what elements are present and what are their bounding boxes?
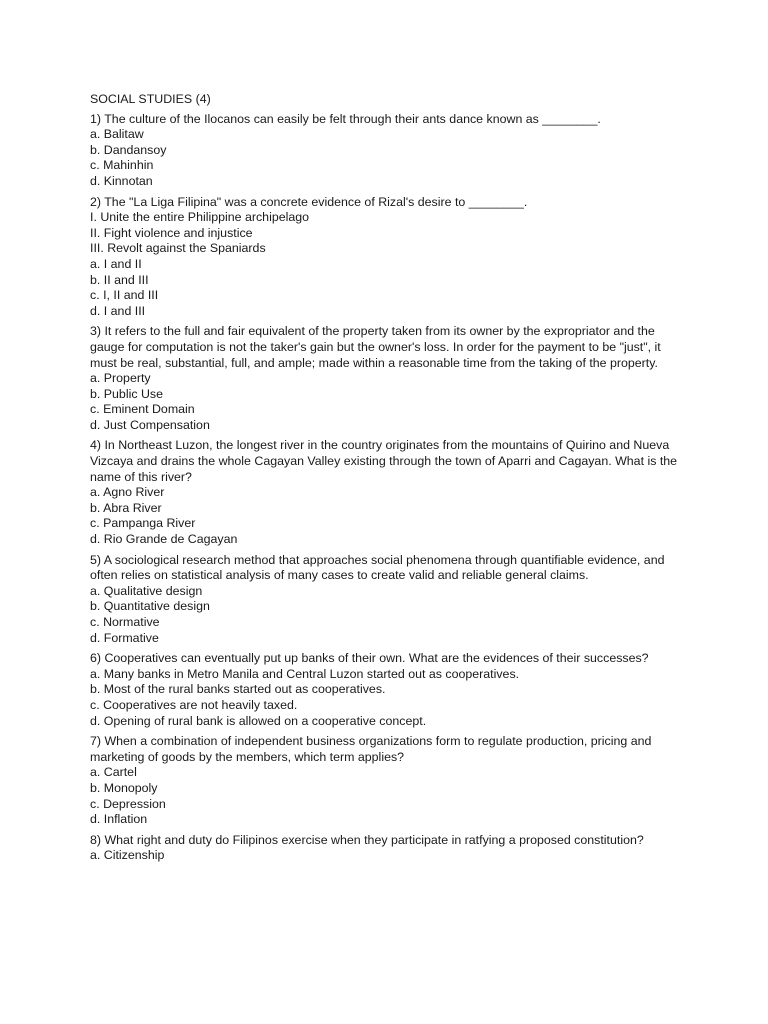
- question-text: 3) It refers to the full and fair equivalent of the property taken from its owner by the expropriator and the gauge for computation is not the taker's gain but the owner's loss. In order for the payment to be "just", it must be real, substantial, full, and ample; made within a reasonable time from the taking of the property.: [90, 324, 661, 370]
- answer-line: d. Formative: [90, 630, 159, 645]
- answer-line: c. Depression: [90, 796, 166, 811]
- answer-line: c. Cooperatives are not heavily taxed.: [90, 697, 298, 712]
- answer-line: a. Many banks in Metro Manila and Central Luzon started out as cooperatives.: [90, 666, 520, 681]
- question-text: 1) The culture of the Ilocanos can easily be felt through their ants dance known as ________.: [90, 111, 601, 126]
- answer-line: a. Property: [90, 371, 151, 386]
- answer-line: a. Cartel: [90, 765, 137, 780]
- answer-line: c. Mahinhin: [90, 158, 154, 173]
- answer-line: a. Agno River: [90, 485, 165, 500]
- question-list: [90, 112, 690, 864]
- answer-line: d. Kinnotan: [90, 173, 153, 188]
- answer-line: c. Eminent Domain: [90, 402, 195, 417]
- answer-line: d. Just Compensation: [90, 417, 210, 432]
- answer-line: b. Monopoly: [90, 780, 158, 795]
- question-block: [90, 833, 690, 864]
- answer-line: a. I and II: [90, 256, 142, 271]
- answer-line: c. I, II and III: [90, 288, 159, 303]
- document-title: SOCIAL STUDIES (4): [90, 92, 211, 106]
- answer-line: c. Pampanga River: [90, 516, 196, 531]
- question-block: [90, 651, 690, 729]
- answer-line: II. Fight violence and injustice: [90, 225, 253, 240]
- question-text: 2) The "La Liga Filipina" was a concrete evidence of Rizal's desire to ________.: [90, 194, 528, 209]
- answer-line: d. Rio Grande de Cagayan: [90, 532, 238, 547]
- answer-line: b. Dandansoy: [90, 142, 167, 157]
- question-block: [90, 324, 690, 433]
- answer-line: a. Citizenship: [90, 848, 165, 863]
- answer-line: d. Opening of rural bank is allowed on a cooperative concept.: [90, 713, 427, 728]
- answer-line: III. Revolt against the Spaniards: [90, 241, 266, 256]
- question-block: [90, 195, 690, 320]
- answer-line: b. Quantitative design: [90, 599, 210, 614]
- question-block: [90, 734, 690, 828]
- answer-line: b. Abra River: [90, 500, 162, 515]
- question-text: 7) When a combination of independent business organizations form to regulate production, pricing and marketing of goods by the members, which term applies?: [90, 734, 652, 764]
- answer-line: b. II and III: [90, 272, 149, 287]
- document-page: [90, 92, 690, 869]
- answer-line: I. Unite the entire Philippine archipelago: [90, 210, 310, 225]
- question-block: [90, 112, 690, 190]
- answer-line: d. Inflation: [90, 812, 148, 827]
- answer-line: c. Normative: [90, 615, 160, 629]
- question-text: 4) In Northeast Luzon, the longest river in the country originates from the mountains of Quirino and Nueva Vizcaya and drains the whole Cagayan Valley existing through the town of Aparri and Cagayan. What is the name of this river?: [90, 438, 678, 484]
- question-text: 8) What right and duty do Filipinos exercise when they participate in ratfying a proposed constitution?: [90, 832, 644, 847]
- question-text: 5) A sociological research method that approaches social phenomena through quantifiable evidence, and often relies on statistical analysis of many cases to create valid and reliable general claims.: [90, 552, 665, 583]
- answer-line: b. Public Use: [90, 386, 164, 401]
- answer-line: b. Most of the rural banks started out as cooperatives.: [90, 682, 386, 697]
- answer-line: d. I and III: [90, 303, 146, 318]
- answer-line: a. Balitaw: [90, 127, 144, 142]
- question-text: 6) Cooperatives can eventually put up banks of their own. What are the evidences of their successes?: [90, 651, 649, 666]
- question-block: [90, 438, 690, 547]
- answer-line: a. Qualitative design: [90, 583, 203, 598]
- question-block: [90, 553, 690, 647]
